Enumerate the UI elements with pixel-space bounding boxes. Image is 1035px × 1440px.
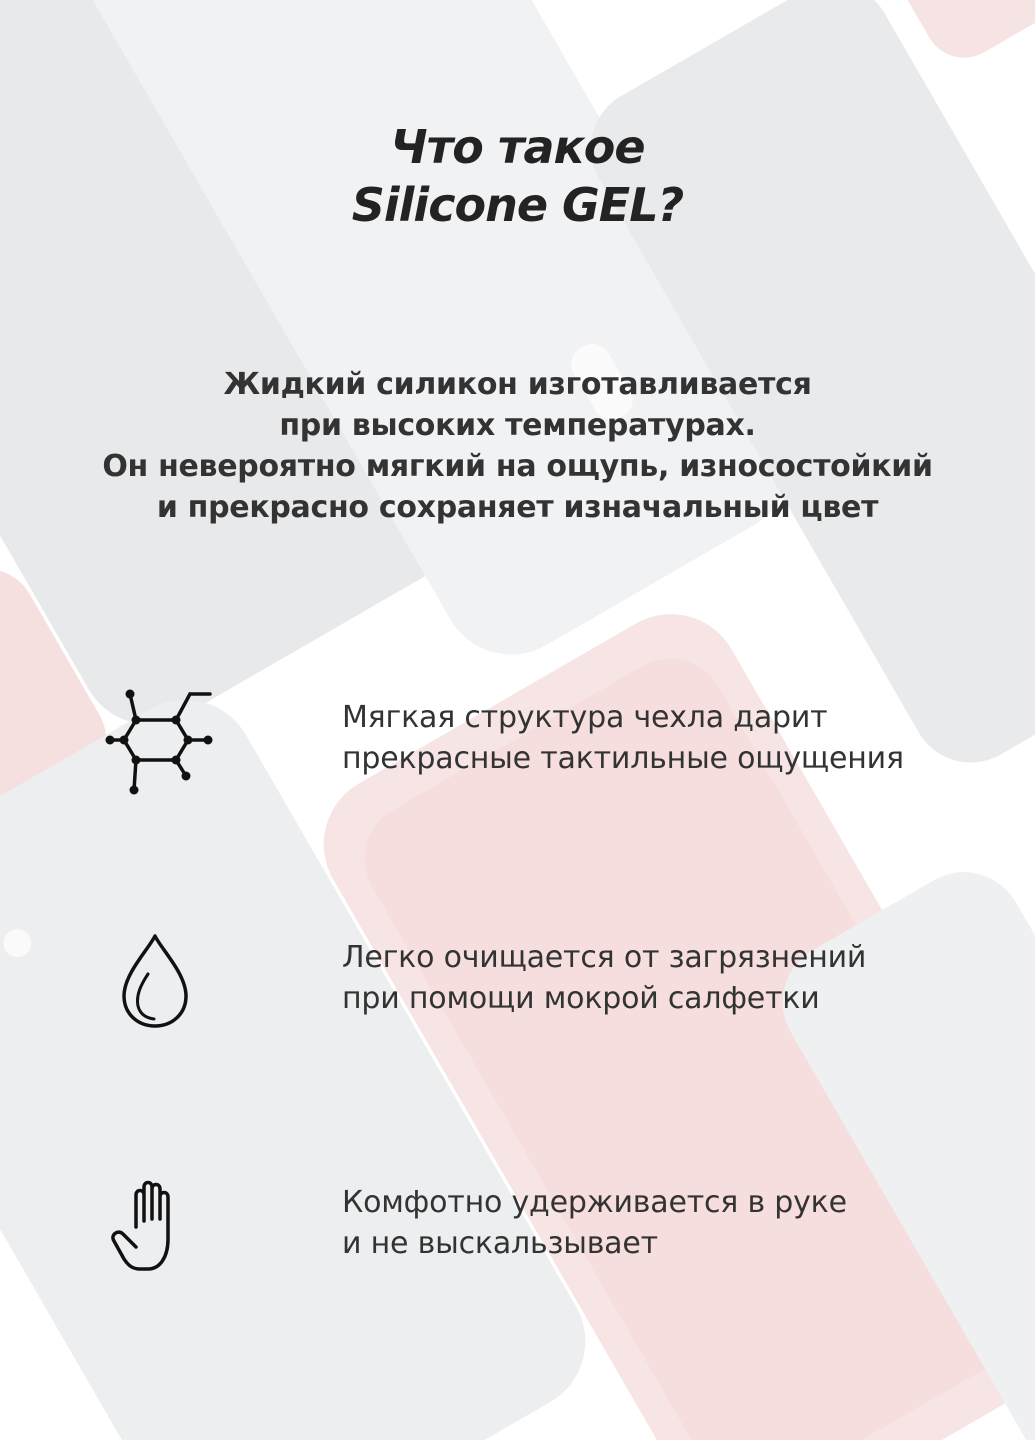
molecule-icon	[100, 680, 220, 800]
intro-line-1: Жидкий силикон изготавливается	[223, 367, 812, 402]
feature-line-2: при помощи мокрой салфетки	[342, 981, 820, 1016]
intro-text	[0, 364, 1035, 528]
water-drop-icon	[110, 930, 200, 1030]
feature-line-1: Легко очищается от загрязнений	[342, 940, 867, 975]
feature-line-2: и не выскальзывает	[342, 1226, 658, 1261]
feature-line-2: прекрасные тактильные ощущения	[342, 741, 904, 776]
feature-text	[342, 937, 1022, 1019]
feature-text	[342, 1182, 1022, 1264]
intro-line-3: Он невероятно мягкий на ощупь, износостойкий	[102, 449, 933, 484]
feature-line-1: Комфотно удерживается в руке	[342, 1185, 847, 1220]
feature-line-1: Мягкая структура чехла дарит	[342, 700, 828, 735]
intro-line-2: при высоких температурах.	[279, 408, 756, 443]
page-title	[0, 118, 1035, 234]
title-line-1: Что такое	[390, 120, 645, 174]
feature-text	[342, 697, 1022, 779]
intro-line-4: и прекрасно сохраняет изначальный цвет	[156, 490, 879, 525]
hand-icon	[110, 1177, 200, 1277]
title-line-2: Silicone GEL?	[351, 178, 684, 232]
